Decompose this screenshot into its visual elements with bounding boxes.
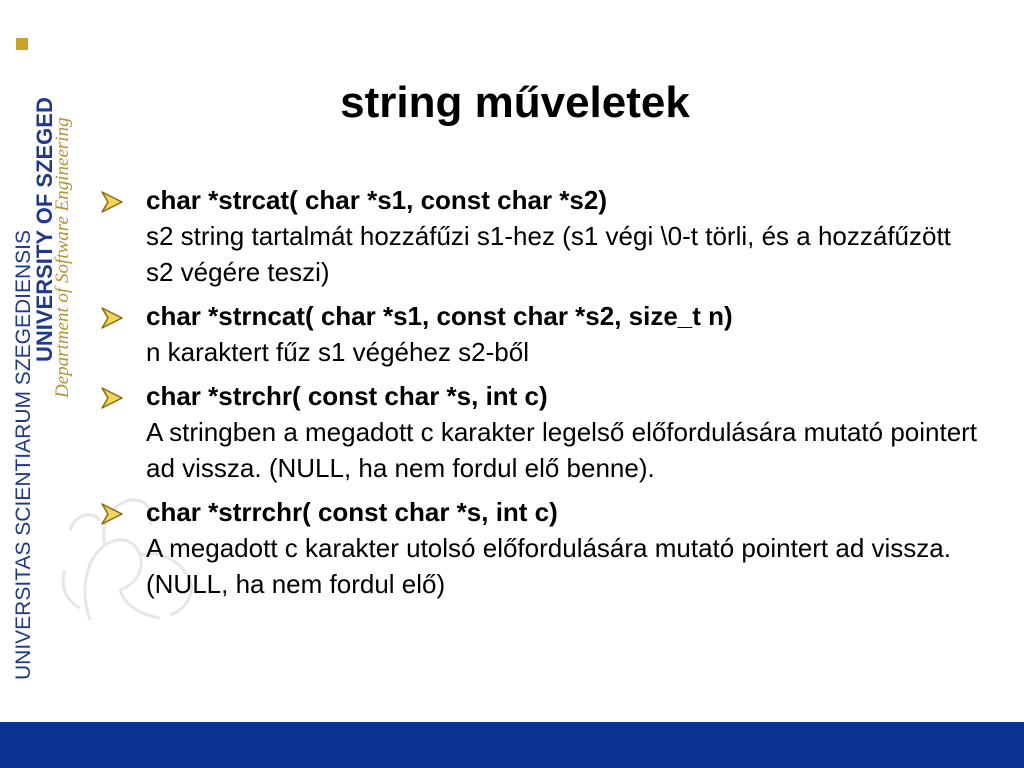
list-item <box>100 378 980 486</box>
arrow-bullet-icon <box>100 191 124 213</box>
function-signature: char *strrchr( const char *s, int c) <box>146 497 558 527</box>
list-item <box>100 182 980 290</box>
function-signature: char *strchr( const char *s, int c) <box>146 381 548 411</box>
university-name: UNIVERSITY OF SZEGED <box>32 97 57 362</box>
function-description: n karaktert fűz s1 végéhez s2-ből <box>146 337 529 367</box>
arrow-bullet-icon <box>100 387 124 409</box>
arrow-bullet-icon <box>100 503 124 525</box>
footer-bar <box>0 722 1024 768</box>
list-item <box>100 298 980 370</box>
university-latin-name: UNIVERSITAS SCIENTIARUM SZEGEDIENSIS <box>12 229 35 680</box>
function-signature: char *strcat( char *s1, const char *s2) <box>146 185 607 215</box>
function-signature: char *strncat( char *s1, const char *s2, size_t n) <box>146 301 733 331</box>
list-item <box>100 494 980 602</box>
corner-square-decoration <box>16 38 28 50</box>
slide-title: string műveletek <box>340 78 690 127</box>
department-name: Department of Software Engineering <box>52 117 73 398</box>
function-description: A stringben a megadott c karakter legelső előfordulására mutató pointert ad vissza. (NULL, ha nem fordul elő benne). <box>146 417 978 483</box>
function-description: s2 string tartalmát hozzáfűzi s1-hez (s1 végi \0-t törli, és a hozzáfűzött s2 végére teszi) <box>146 221 951 287</box>
function-description: A megadott c karakter utolsó előfordulására mutató pointert ad vissza. (NULL, ha nem fordul elő) <box>146 533 951 599</box>
arrow-bullet-icon <box>100 307 124 329</box>
bullet-list <box>100 182 980 610</box>
